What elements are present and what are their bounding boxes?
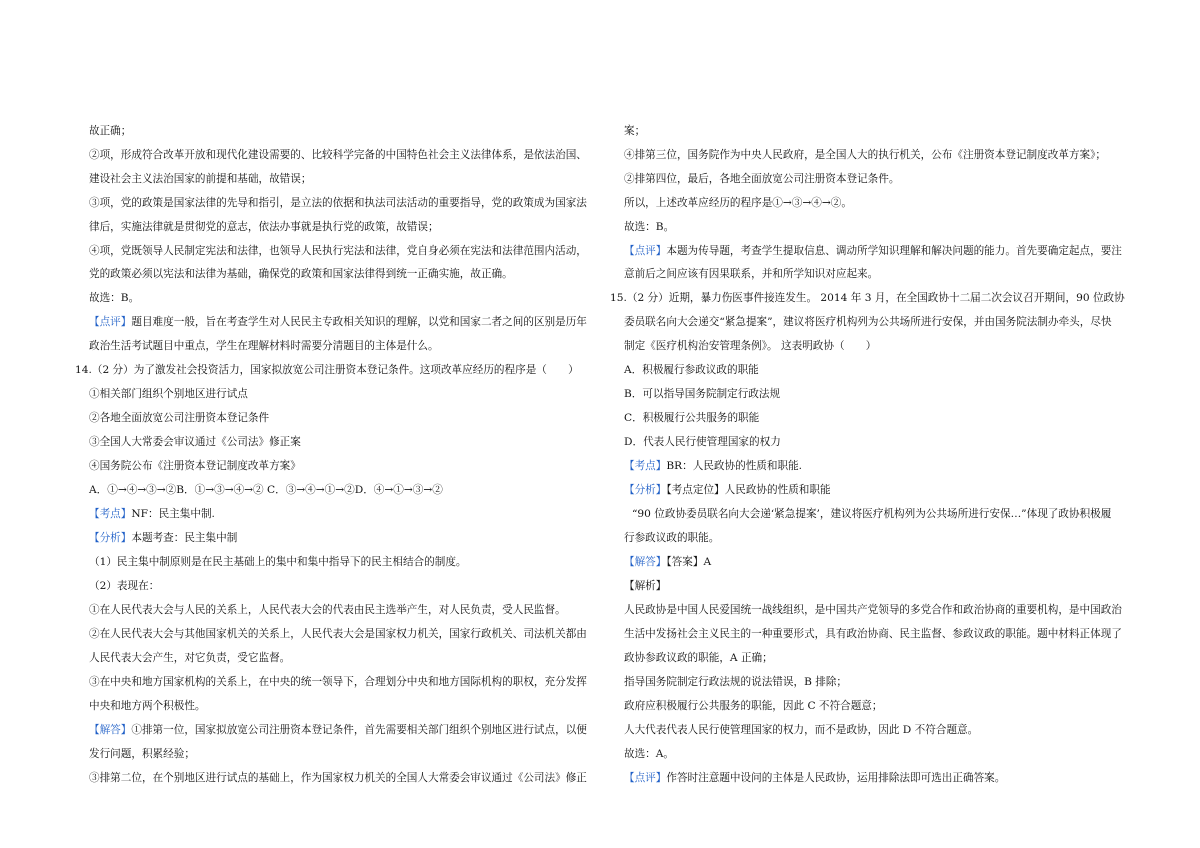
analysis-tag: 【分析】 (624, 484, 667, 496)
text-line: ②项，形成符合改革开放和现代化建设需要的、比较科学完备的中国特色社会主义法律体系，是依法治国、 (89, 149, 587, 161)
option-a: A．积极履行参政议政的职能 (624, 364, 759, 376)
text-line: ④排第三位，国务院作为中央人民政府，是全国人大的执行机关，公布《注册资本登记制度改革方案》； (624, 149, 1107, 161)
kaodian-line: 【考点】NF：民主集中制. (89, 508, 215, 520)
text-line: 人大代表代表人民行使管理国家的权力，而不是政协，因此 D 不符合题意。 (624, 724, 979, 736)
text-line: 中央和地方两个积极性。 (89, 700, 206, 712)
comment-line: 【点评】本题为传导题，考查学生提取信息、调动所学知识理解和解决问题的能力。首先要确定起点，要注 (624, 245, 1122, 257)
option-b: B．可以指导国务院制定行政法规 (624, 388, 781, 400)
answer-tag: 【解答】 (624, 556, 667, 568)
text-line: 【解析】 (624, 580, 667, 592)
question-14: 14.（2 分）为了激发社会投资活力，国家拟放宽公司注册资本登记条件。这项改革应经历的程序是（ ） (75, 364, 579, 376)
text-line: ③在中央和地方国家机构的关系上，在中央的统一领导下，合理划分中央和地方国际机构的职权，充分发挥 (89, 676, 587, 688)
text-line: 指导国务院制定行政法规的说法错误，B 排除； (624, 676, 848, 688)
text-line: 行参政议政的职能。 (624, 532, 720, 544)
analysis-line: 【分析】【考点定位】人民政协的性质和职能 (624, 484, 831, 496)
text-line: 党的政策必须以宪法和法律为基础，确保党的政策和国家法律得到统一正确实施，故正确。 (89, 268, 513, 280)
text-line: 生活中发扬社会主义民主的一种重要形式，具有政治协商、民主监督、参政议政的职能。题中材料正体现了 (624, 628, 1122, 640)
answer-tag: 【解答】 (89, 724, 132, 736)
text-line: 律后，实施法律就是贯彻党的意志，依法办事就是执行党的政策，故错误； (89, 221, 439, 233)
kaodian-tag: 【考点】 (89, 508, 132, 520)
text-line: 故正确； (89, 125, 132, 137)
text-line: ②各地全面放宽公司注册资本登记条件 (89, 412, 270, 424)
options-line: A．①→④→③→②B．①→③→④→② C．③→④→①→②D．④→①→③→② (89, 484, 443, 496)
text-line: 故选：A。 (624, 748, 675, 760)
analysis-line: 【分析】本题考查：民主集中制 (89, 532, 238, 544)
option-d: D．代表人民行使管理国家的权力 (624, 436, 781, 448)
answer-line: 【解答】①排第一位，国家拟放宽公司注册资本登记条件，首先需要相关部门组织个别地区进行试点，以便 (89, 724, 587, 736)
text-line: ②在人民代表大会与其他国家机关的关系上，人民代表大会是国家权力机关，国家行政机关、司法机关都由 (89, 628, 587, 640)
option-c: C．积极履行公共服务的职能 (624, 412, 760, 424)
text-line: 建设社会主义法治国家的前提和基础，故错误； (89, 173, 312, 185)
text-line: （1）民主集中制原则是在民主基础上的集中和集中指导下的民主相结合的制度。 (89, 556, 467, 568)
text-line: 政府应积极履行公共服务的职能，因此 C 不符合题意； (624, 700, 883, 712)
comment-tag: 【点评】 (89, 316, 132, 328)
text-line: （2）表现在： (89, 580, 160, 592)
text-line: 制定《医疗机构治安管理条例》。 这表明政协（ ） (624, 340, 877, 352)
text-line: 意前后之间应该有因果联系，并和所学知识对应起来。 (624, 268, 879, 280)
comment-line: 【点评】作答时注意题中设问的主体是人民政协，运用排除法即可选出正确答案。 (624, 772, 1006, 784)
text-line: 政协参政议政的职能，A 正确； (624, 652, 773, 664)
kaodian-line: 【考点】BR：人民政协的性质和职能. (624, 460, 803, 472)
text-line: ④项，党既领导人民制定宪法和法律，也领导人民执行宪法和法律，党自身必须在宪法和法律范围内活动， (89, 245, 587, 257)
comment-tag: 【点评】 (624, 772, 667, 784)
text-line: “90 位政协委员联名向大会递‘紧急提案’，建议将医疗机构列为公共场所进行安保…”体现了政协积极履 (632, 508, 1112, 520)
text-line: ②排第四位，最后，各地全面放宽公司注册资本登记条件。 (624, 173, 900, 185)
text-line: ④国务院公布《注册资本登记制度改革方案》 (89, 460, 301, 472)
text-line: ①相关部门组织个别地区进行试点 (89, 388, 248, 400)
text-line: 政治生活考试题目中重点，学生在理解材料时需要分清题目的主体是什么。 (89, 340, 439, 352)
comment-tag: 【点评】 (624, 245, 667, 257)
text-line: ①在人民代表大会与人民的关系上，人民代表大会的代表由民主选举产生，对人民负责，受人民监督。 (89, 604, 566, 616)
question-number: 15. (610, 292, 627, 304)
question-number: 14. (75, 364, 92, 376)
text-line: 人民政协是中国人民爱国统一战线组织，是中国共产党领导的多党合作和政治协商的重要机构，是中国政治 (624, 604, 1122, 616)
text-line: ③全国人大常委会审议通过《公司法》修正案 (89, 436, 301, 448)
question-15: 15.（2 分）近期，暴力伤医事件接连发生。 2014 年 3 月，在全国政协十二届二次会议召开期间，90 位政协 (610, 292, 1125, 304)
comment-line: 【点评】题目难度一般，旨在考查学生对人民民主专政相关知识的理解，以党和国家二者之间的区别是历年 (89, 316, 587, 328)
text-line: ③项，党的政策是国家法律的先导和指引，是立法的依据和执法司法活动的重要指导，党的政策成为国家法 (89, 197, 587, 209)
answer-line: 【解答】【答案】A (624, 556, 712, 568)
text-line: 发行问题，积累经验； (89, 748, 195, 760)
text-line: 故选：B。 (624, 221, 675, 233)
text-line: ③排第二位，在个别地区进行试点的基础上，作为国家权力机关的全国人大常委会审议通过《公司法》修正 (89, 772, 587, 784)
text-line: 委员联名向大会递交“紧急提案”，建议将医疗机构列为公共场所进行安保，并由国务院法制办牵头，尽快 (624, 316, 1112, 328)
text-line: 所以，上述改革应经历的程序是①→③→④→②。 (624, 197, 852, 209)
text-line: 人民代表大会产生，对它负责，受它监督。 (89, 652, 291, 664)
kaodian-tag: 【考点】 (624, 460, 667, 472)
analysis-tag: 【分析】 (89, 532, 132, 544)
text-line: 故选：B。 (89, 292, 140, 304)
text-line: 案； (624, 125, 646, 137)
